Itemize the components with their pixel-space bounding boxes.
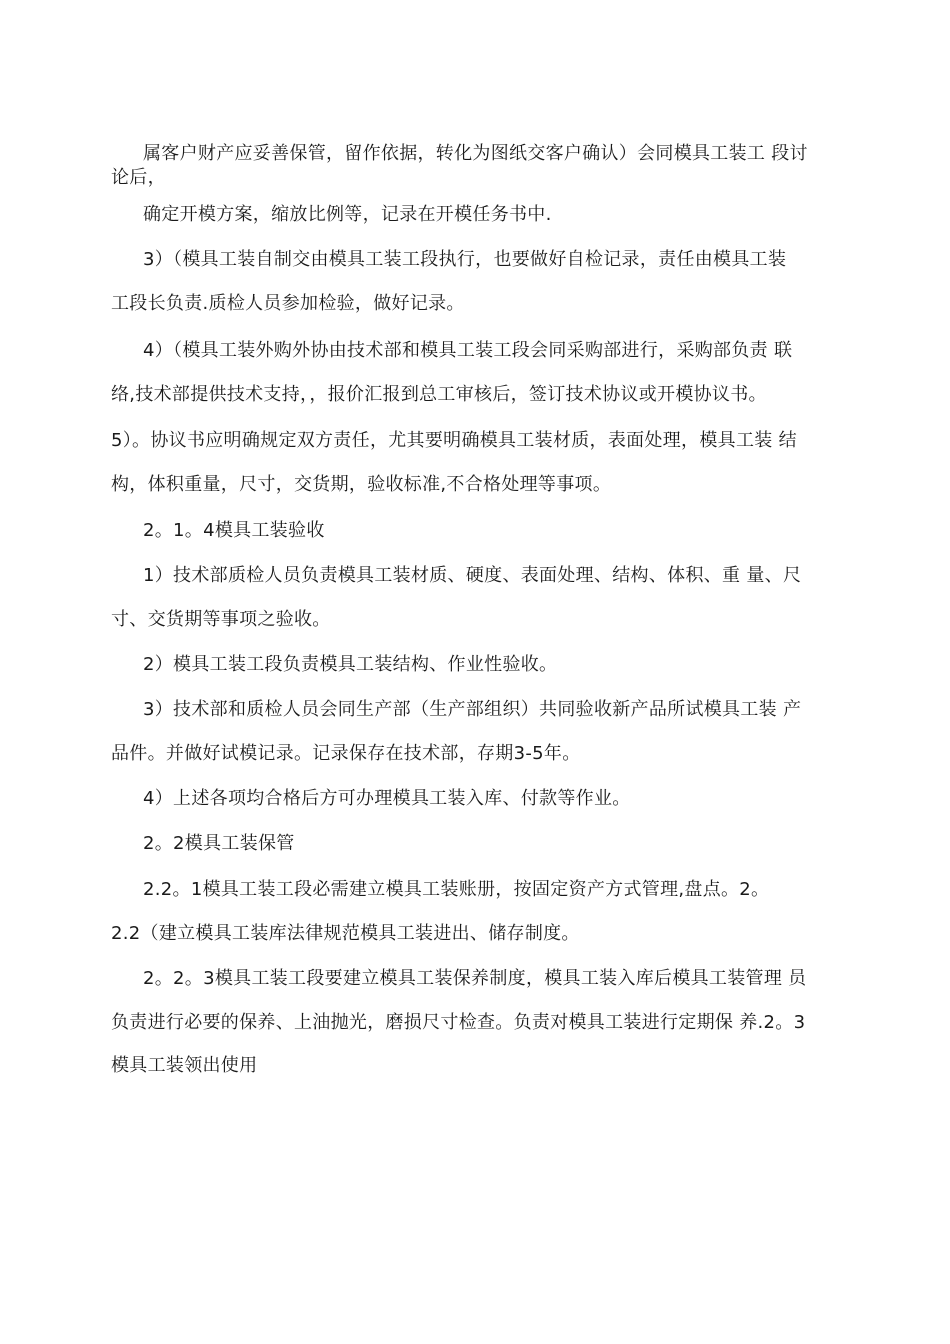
text-line: 属客户财产应妥善保管，留作依据，转化为图纸交客户确认）会同模具工装工 段讨 — [143, 143, 808, 164]
text-line: 2）模具工装工段负责模具工装结构、作业性验收。 — [143, 654, 558, 675]
text-line: 4）上述各项均合格后方可办理模具工装入库、付款等作业。 — [143, 788, 631, 809]
text-line: 模具工装领出使用 — [111, 1055, 258, 1076]
text-line: 论后， — [111, 167, 166, 188]
text-line: 品件。并做好试模记录。记录保存在技术部，存期3-5年。 — [111, 743, 581, 764]
text-line: 2.2。1模具工装工段必需建立模具工装账册，按固定资产方式管理,盘点。2。 — [143, 879, 770, 900]
text-line: 5）。协议书应明确规定双方责任，尤其要明确模具工装材质，表面处理，模具工装 结 — [111, 430, 797, 451]
text-line: 3）技术部和质检人员会同生产部（生产部组织）共同验收新产品所试模具工装 产 — [143, 699, 802, 720]
text-line: 2.2（建立模具工装库法律规范模具工装进出、储存制度。 — [111, 923, 580, 944]
text-line: 2。2。3模具工装工段要建立模具工装保养制度，模具工装入库后模具工装管理 员 — [143, 968, 807, 989]
text-line: 络,技术部提供技术支持，，报价汇报到总工审核后，签订技术协议或开模协议书。 — [111, 384, 767, 405]
section-heading: 2。1。4模具工装验收 — [143, 520, 325, 541]
text-line: 4）（模具工装外购外协由技术部和模具工装工段会同采购部进行，采购部负责 联 — [143, 340, 793, 361]
text-line: 负责进行必要的保养、上油抛光，磨损尺寸检查。负责对模具工装进行定期保 养.2。3 — [111, 1012, 806, 1033]
text-line: 确定开模方案，缩放比例等，记录在开模任务书中. — [143, 204, 552, 225]
text-line: 寸、交货期等事项之验收。 — [111, 609, 331, 630]
text-line: 构，体积重量，尺寸，交货期，验收标准,不合格处理等事项。 — [111, 474, 612, 495]
text-line: 1）技术部质检人员负责模具工装材质、硬度、表面处理、结构、体积、重 量、尺 — [143, 565, 802, 586]
text-line: 3）（模具工装自制交由模具工装工段执行，也要做好自检记录，责任由模具工装 — [143, 249, 787, 270]
text-line: 工段长负责.质检人员参加检验，做好记录。 — [111, 293, 465, 314]
section-heading: 2。2模具工装保管 — [143, 833, 295, 854]
